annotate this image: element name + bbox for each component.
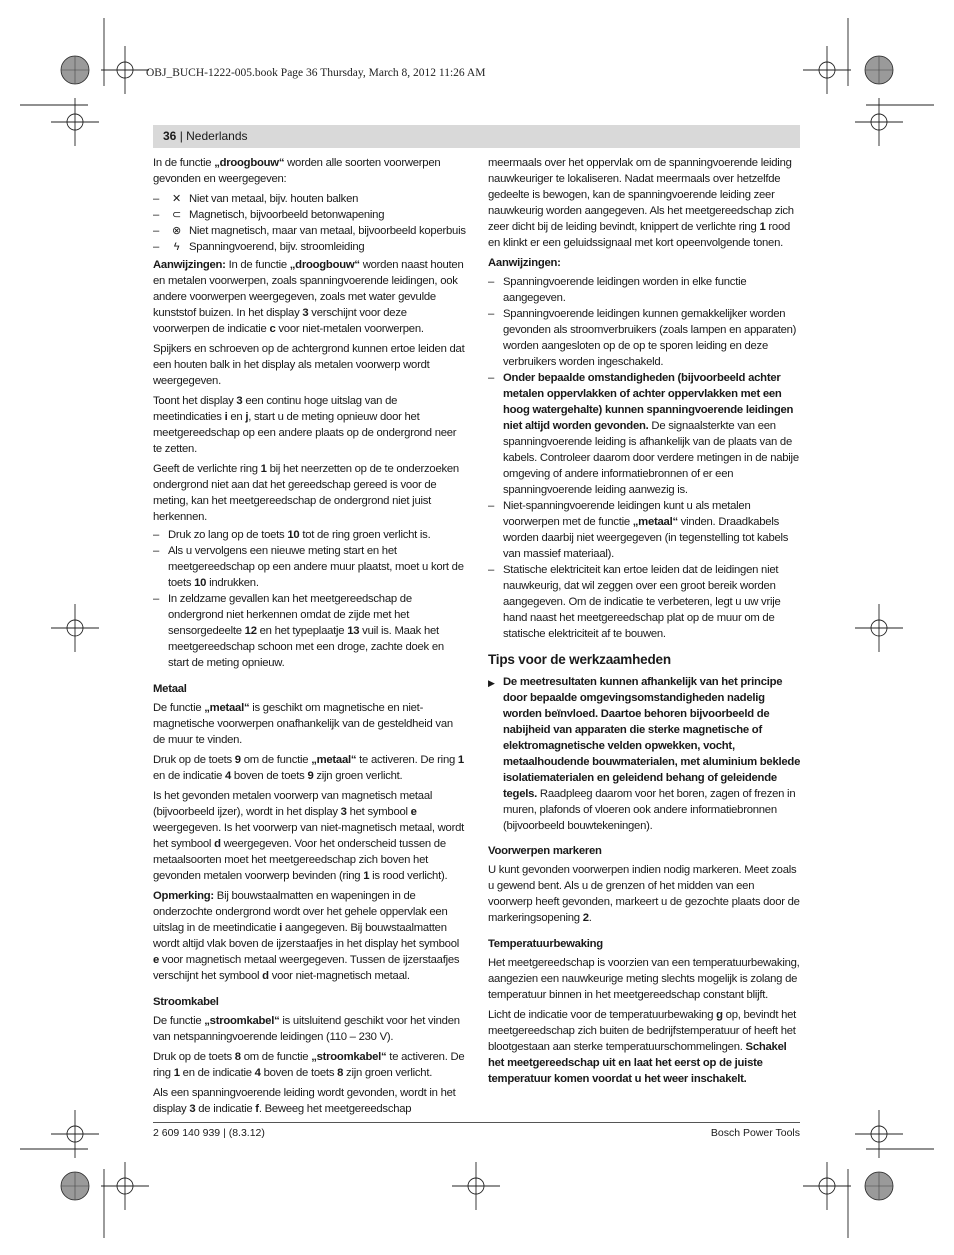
crosshair-icon [803, 46, 851, 94]
list-item: – ⊗ Niet magnetisch, maar van metaal, bijvoorbeeld koperbuis [153, 225, 466, 237]
list-item: – ⊂ Magnetisch, bijvoorbeeld betonwapening [153, 209, 385, 221]
nonmagnetic-metal-icon: ⊗ [172, 225, 181, 237]
paragraph: Als een spanningvoerende leiding wordt gevonden, wordt in het display 3 de indicatie f. Beweeg het meetgereedschap [153, 1087, 456, 1115]
paragraph: U kunt gevonden voorwerpen indien nodig markeren. Meet zoals u gewend bent. Als u de grenzen of het midden van een voorwerp heeft gevonden, markeert u de gezochte plaats door de markeringsopening 2. [488, 864, 800, 924]
lightning-icon: ϟ [173, 241, 180, 253]
list-item: – Onder bepaalde omstandigheden (bijvoorbeeld achter metalen oppervlakken of achter oppervlakken met een hoog watergehalte) kunnen spanningvoerende leidingen niet altijd worden gevonden. De signaalsterkte van een spanningvoerende leiding is afhankelijk van de plaats van de kabels. Controleer daarom door verdere metingen in de nabije omgeving of andere informatiebronnen of er een spanningvoerende leiding aanwezig is. [488, 372, 799, 496]
page-header [163, 129, 248, 143]
section-heading: Temperatuurbewaking [488, 938, 603, 950]
list-item: – In zeldzame gevallen kan het meetgereedschap de ondergrond niet herkennen omdat de zijde met het sensorgedeelte 12 en het typeplaatje 13 vuil is. Maak het meetgereedschap schoon met een droge, zachte doek en start de meting opnieuw. [153, 593, 444, 669]
wood-icon: ✕ [172, 193, 181, 205]
section-heading: Metaal [153, 683, 187, 695]
list-item: ▶ De meetresultaten kunnen afhankelijk van het principe door bepaalde omgevingsomstandigheden nadelig worden beïnvloed. Daartoe behoren bijvoorbeeld de nabijheid van apparaten die sterke magnetische of elektromagnetische velden opwekken, vocht, metaalhoudende bouwmaterialen, met aluminium beklede isolatiematerialen en geleidend behang of geleidende tegels. Raadpleeg daarom voor het boren, zagen of frezen in muren, plafonds of vloeren ook andere informatiebronnen (bijvoorbeeld bouwtekeningen). [488, 676, 801, 832]
magnet-icon: ⊂ [172, 209, 181, 221]
paragraph: meermaals over het oppervlak om de spanningvoerende leiding nauwkeuriger te lokaliseren. Nadat meermaals over hetzelfde gedeelte is bewogen, kan de spanningvoerende leiding zeer nauwkeurig worden aangegeven. Als het meetgereedschap zich zeer dicht bij de leiding bevindt, knippert de verlichte ring 1 rood en klinkt er een geluidssignaal met kort opeenvolgende tonen. [488, 157, 794, 249]
paragraph: Het meetgereedschap is voorzien van een temperatuurbewaking, aangezien een nauwkeurige meting slechts mogelijk is zolang de temperatuur binnen in het meetgereedschap constant blijft. [488, 957, 800, 1001]
crosshair-icon [51, 1110, 99, 1158]
right-column [488, 155, 801, 1091]
page-header-bar [153, 125, 800, 148]
paragraph: Toont het display 3 een continu hoge uitslag van de meetindicaties i en j, start u de meting opnieuw door het meetgereedschap op een andere plaats op de ondergrond neer te zetten. [153, 395, 457, 455]
paragraph: Is het gevonden metalen voorwerp van magnetisch metaal (bijvoorbeeld ijzer), wordt in het display 3 het symbool e weergegeven. Is het voorwerp van niet-magnetisch metaal, wordt het symbool d weergegeven. Voor het onderscheid tussen de metaalsoorten moet het meetgereedschap zich boven het gevonden metalen voorwerp bevinden (ring 1 is rood verlicht). [153, 790, 465, 882]
crosshair-icon [855, 604, 903, 652]
crosshair-icon [803, 1162, 851, 1210]
footer-brand: Bosch Power Tools [710, 1127, 800, 1139]
paragraph: Geeft de verlichte ring 1 bij het neerzetten op de te onderzoeken ondergrond niet aan dat het gereedschap gereed is voor de meting, kan het meetgereedschap de ondergrond niet juist herkennen. [153, 463, 459, 523]
list-item: – ϟ Spanningvoerend, bijv. stroomleiding [153, 241, 365, 253]
left-column [153, 155, 466, 1121]
crosshair-icon [101, 46, 149, 94]
paragraph: Licht de indicatie voor de temperatuurbewaking g op, bevindt het meetgereedschap zich buiten de bedrijfstemperatuur of heeft het blootgestaan aan sterke temperatuurschommelingen. Schakel het meetgereedschap uit en laat het eerst op de juiste temperatuur komen voordat u het weer inschakelt. [488, 1009, 797, 1085]
list-item: – Spanningvoerende leidingen worden in elke functie aangegeven. [488, 276, 747, 304]
paragraph: Aanwijzingen: In de functie „droogbouw“ worden naast houten en metalen voorwerpen, zoals spanningvoerende leidingen, ook andere voorwerpen weergegeven, zoals met water gevulde kunststof buizen. In het display 3 verschijnt voor deze voorwerpen de indicatie c voor niet-metalen voorwerpen. [153, 259, 464, 335]
paragraph: De functie „stroomkabel“ is uitsluitend geschikt voor het vinden van netspanningvoerende leidingen (110 – 230 V). [153, 1015, 460, 1043]
crosshair-icon [51, 604, 99, 652]
list-item: – Niet-spanningvoerende leidingen kunt u als metalen voorwerpen met de functie „metaal“ vinden. Draadkabels worden daarbij niet weergegeven (in tegenstelling tot kabels van massief materiaal). [488, 500, 789, 560]
triangle-bullet-icon: ▶ [488, 678, 495, 688]
list-item: – ✕ Niet van metaal, bijv. houten balken [153, 193, 359, 205]
paragraph: In de functie „droogbouw“ worden alle soorten voorwerpen gevonden en weergegeven: [153, 157, 441, 185]
section-heading: Aanwijzingen: [488, 257, 561, 269]
list-item: – Spanningvoerende leidingen kunnen gemakkelijker worden gevonden als stroomverbruikers (zoals lampen en apparaten) worden aangesloten op de op te sporen leiding en deze verbruikers worden ingeschakeld. [488, 308, 797, 368]
footer-code: 2 609 140 939 | (8.3.12) [153, 1127, 265, 1139]
footer-rule [153, 1122, 800, 1123]
list-item: – Als u vervolgens een nieuwe meting start en het meetgereedschap op een andere muur plaatst, moet u kort de toets 10 indrukken. [153, 545, 464, 589]
section-name: | Nederlands [176, 129, 248, 143]
paragraph: Opmerking: Bij bouwstaalmatten en wapeningen in de onderzochte ondergrond wordt over het gehele oppervlak een uitslag in de meetindicatie i aangegeven. Bij bouwstaalmatten wordt altijd vlak boven de ijzerstaafjes in het display het symbool e voor magnetisch metaal weergegeven. Tussen de ijzerstaafjes verschijnt het symbool d voor niet-magnetisch metaal. [153, 890, 460, 982]
crosshair-icon [452, 1162, 500, 1210]
section-heading: Voorwerpen markeren [488, 845, 602, 857]
list-item: – Statische elektriciteit kan ertoe leiden dat de leidingen niet nauwkeurig, dat wil zeggen over een groot bereik worden aangegeven. Om de indicatie te verbeteren, legt u uw vrije hand naast het meetgereedschap plat op de muur om de statische elektriciteit af te bouwen. [488, 564, 781, 640]
print-slug: OBJ_BUCH-1222-005.book Page 36 Thursday, March 8, 2012 11:26 AM [146, 67, 486, 79]
list-item: – Druk zo lang op de toets 10 tot de ring groen verlicht is. [153, 529, 431, 541]
page-number: 36 [163, 129, 177, 143]
paragraph: Druk op de toets 9 om de functie „metaal“ te activeren. De ring 1 en de indicatie 4 boven de toets 9 zijn groen verlicht. [153, 754, 464, 782]
section-heading: Stroomkabel [153, 996, 219, 1008]
section-heading: Tips voor de werkzaamheden [488, 652, 671, 667]
paragraph: Spijkers en schroeven op de achtergrond kunnen ertoe leiden dat een houten balk in het display als metalen voorwerp wordt weergegeven. [153, 343, 465, 387]
crosshair-icon [855, 1110, 903, 1158]
paragraph: De functie „metaal“ is geschikt om magnetische en niet-magnetische voorwerpen onafhankelijk van de gesteldheid van de muur te vinden. [153, 702, 453, 746]
crosshair-icon [101, 1162, 149, 1210]
paragraph: Druk op de toets 8 om de functie „stroomkabel“ te activeren. De ring 1 en de indicatie 4 boven de toets 8 zijn groen verlicht. [153, 1051, 465, 1079]
